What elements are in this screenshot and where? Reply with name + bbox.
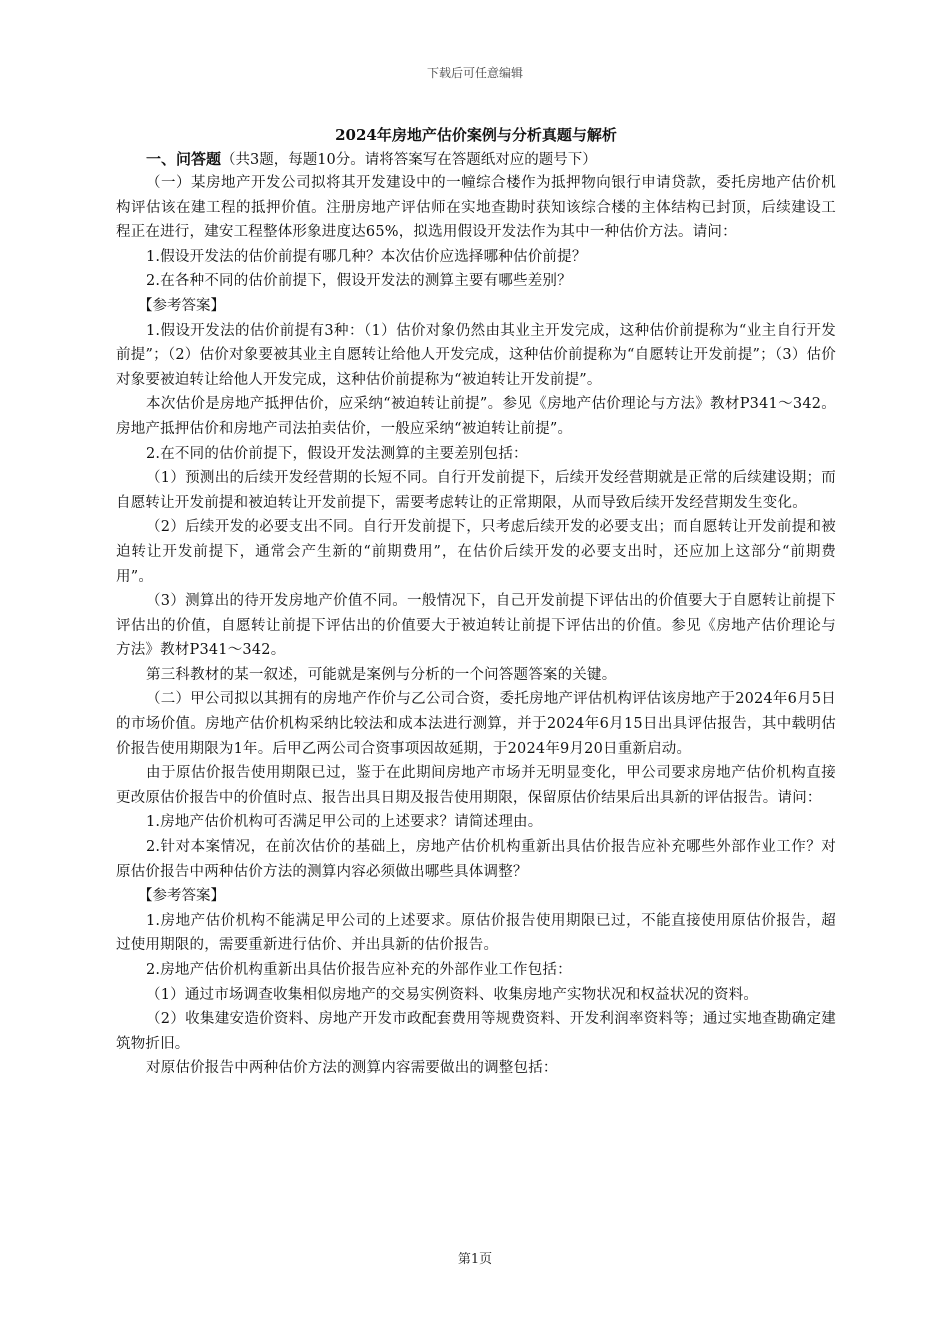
- download-note: 下载后可任意编辑: [426, 66, 523, 80]
- section-heading-label: 一、问答题: [146, 150, 222, 168]
- paragraph-answer-2-adjustments: 对原估价报告中两种估价方法的测算内容需要做出的调整包括：: [146, 1060, 558, 1077]
- document-body: [116, 124, 836, 1081]
- page-number: 第1页: [457, 1252, 493, 1267]
- paragraph-answer-2-2-item-1: （1）通过市场调查收集相似房地产的交易实例资料、收集房地产实物状况和权益状况的资料。: [146, 986, 759, 1003]
- paragraph-answer-1-2-item-2: （2）后续开发的必要支出不同。自行开发前提下，只考虑后续开发的必要支出；而自愿转让开发前提和被迫转让开发前提下，通常会产生新的“前期费用”，在估价后续开发的必要支出时，还应加上这部分“前期费用”。: [116, 519, 836, 585]
- paragraph-question-2-2: 2.针对本案情况，在前次估价的基础上，房地产估价机构重新出具估价报告应补充哪些外部作业工作？对原估价报告中两种估价方法的测算内容必须做出哪些具体调整？: [116, 839, 836, 880]
- paragraph-case-2-request: 由于原估价报告使用期限已过，鉴于在此期间房地产市场并无明显变化，甲公司要求房地产估价机构直接更改原估价报告中的价值时点、报告出具日期及报告使用期限，保留原估价结果后出具新的评估报告。请问：: [116, 765, 836, 806]
- reference-answer-label-2: 【参考答案】: [138, 888, 225, 905]
- paragraph-question-2-1: 1.房地产估价机构可否满足甲公司的上述要求？请简述理由。: [146, 814, 543, 831]
- paragraph-remark: 第三科教材的某一叙述，可能就是案例与分析的一个问答题答案的关键。: [146, 666, 617, 683]
- paragraph-answer-1-1: 1.假设开发法的估价前提有3种：（1）估价对象仍然由其业主开发完成，这种估价前提称为“业主自行开发前提”；（2）估价对象要被其业主自愿转让给他人开发完成，这种估价前提称为“自愿转让开发前提”；（3）估价对象要被迫转让给他人开发完成，这种估价前提称为“被迫转让开发前提”。: [116, 322, 836, 388]
- paragraph-question-1-1: 1.假设开发法的估价前提有哪几种？本次估价应选择哪种估价前提？: [146, 248, 587, 265]
- section-heading-note: （共3题，每题10分。请将答案写在答题纸对应的题号下）: [221, 152, 597, 168]
- section-heading: [116, 148, 836, 171]
- document-title: 2024年房地产估价案例与分析真题与解析: [335, 126, 617, 144]
- paragraph-answer-2-2-item-2: （2）收集建安造价资料、房地产开发市政配套费用等规费资料、开发利润率资料等；通过实地查勘确定建筑物折旧。: [116, 1011, 836, 1052]
- paragraph-answer-1-2: 2.在不同的估价前提下，假设开发法测算的主要差别包括：: [146, 445, 528, 462]
- reference-answer-label: 【参考答案】: [138, 297, 225, 314]
- paragraph-answer-2-2: 2.房地产估价机构重新出具估价报告应补充的外部作业工作包括：: [146, 962, 572, 978]
- paragraph-case-2-intro: （二）甲公司拟以其拥有的房地产作价与乙公司合资，委托房地产评估机构评估该房地产于2024年6月5日的市场价值。房地产估价机构采纳比较法和成本法进行测算，并于2024年6月15日出具评估报告，其中载明估价报告使用期限为1年。后甲乙两公司合资事项因故延期，于2024年9月20日重新启动。: [116, 691, 836, 757]
- paragraph-answer-1-2-item-3: （3）测算出的待开发房地产价值不同。一般情况下，自己开发前提下评估出的价值要大于自愿转让前提下评估出的价值，自愿转让前提下评估出的价值要大于被迫转让前提下评估出的价值。参见《房地产估价理论与方法》教材P341～342。: [116, 593, 836, 659]
- paragraph-case-1-intro: （一）某房地产开发公司拟将其开发建设中的一幢综合楼作为抵押物向银行申请贷款，委托房地产估价机构评估该在建工程的抵押价值。注册房地产评估师在实地查勘时获知该综合楼的主体结构已封顶，后续建设工程正在进行，建安工程整体形象进度达65%，拟选用假设开发法作为其中一种估价方法。请问：: [116, 175, 836, 241]
- paragraph-answer-1-1-note: 本次估价是房地产抵押估价，应采纳“被迫转让前提”。参见《房地产估价理论与方法》教材P341～342。房地产抵押估价和房地产司法拍卖估价，一般应采纳“被迫转让前提”。: [116, 396, 836, 437]
- paragraph-answer-2-1: 1.房地产估价机构不能满足甲公司的上述要求。原估价报告使用期限已过，不能直接使用原估价报告，超过使用期限的，需要重新进行估价、并出具新的估价报告。: [116, 912, 836, 954]
- paragraph-answer-1-2-item-1: （1）预测出的后续开发经营期的长短不同。自行开发前提下，后续开发经营期就是正常的后续建设期；而自愿转让开发前提和被迫转让开发前提下，需要考虑转让的正常期限，从而导致后续开发经营期发生变化。: [116, 470, 836, 511]
- paragraph-question-1-2: 2.在各种不同的估价前提下，假设开发法的测算主要有哪些差别？: [146, 273, 572, 290]
